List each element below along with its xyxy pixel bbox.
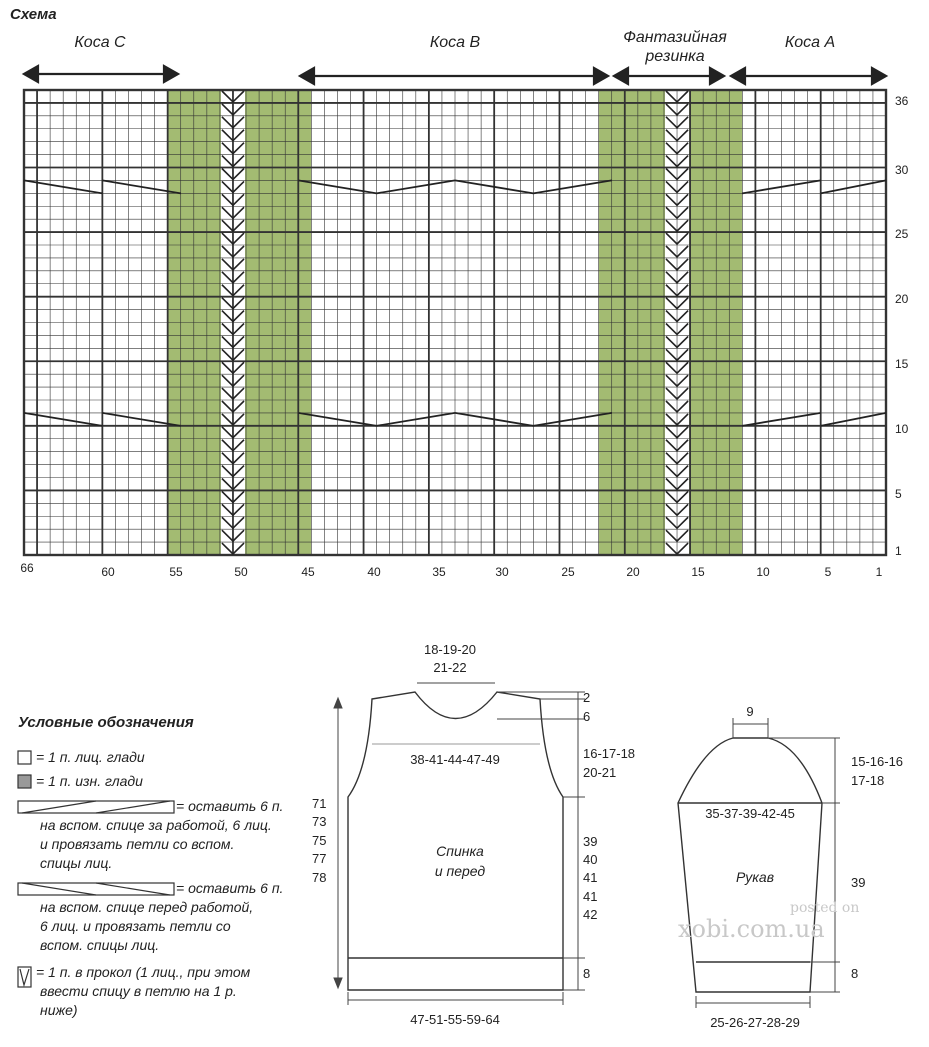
cable-cross [821, 413, 886, 426]
col-label-20: 20 [626, 565, 640, 579]
section-label-fantasy-rib: Фантазийная резинка [623, 29, 727, 65]
body-label-line-2: и перед [434, 863, 486, 879]
col-label-60: 60 [101, 565, 115, 579]
row-label-10: 10 [895, 422, 909, 436]
col-label-66: 66 [20, 561, 34, 575]
col-label-35: 35 [432, 565, 446, 579]
col-label-1: 1 [875, 565, 883, 579]
body-side-4: 41 [583, 889, 598, 904]
body-total-height-3: 75 [312, 833, 327, 848]
legend-cable-back-line-4: спицы лиц. [40, 855, 113, 871]
col-label-15: 15 [691, 565, 705, 579]
purl-symbol [18, 775, 31, 788]
row-label-5: 5 [895, 487, 902, 501]
section-label-kosa-c: Коса С [74, 34, 126, 51]
cable-cross [821, 180, 886, 193]
section-arrows [24, 66, 886, 84]
body-piece-outline [348, 692, 563, 990]
col-label-40: 40 [367, 565, 381, 579]
body-side-3: 41 [583, 870, 598, 885]
body-total-height-5: 78 [312, 870, 327, 885]
sleeve-rib-height: 8 [851, 966, 859, 981]
col-label-25: 25 [561, 565, 575, 579]
body-shoulder-drop: 2 [583, 690, 591, 705]
row-label-30: 30 [895, 163, 909, 177]
col-label-55: 55 [169, 565, 183, 579]
body-label-line-1: Спинка [436, 843, 484, 859]
sleeve-cap-top: 9 [746, 704, 754, 719]
legend-cable-back-line-3: и провязать петли со вспом. [40, 836, 235, 852]
chart-grid [24, 90, 886, 555]
cable-back-symbol [18, 801, 174, 813]
sleeve-cuff-width: 25-26-27-28-29 [710, 1015, 800, 1030]
body-hem-width: 47-51-55-59-64 [410, 1012, 500, 1027]
legend-tuck-line-3: ниже) [40, 1002, 78, 1018]
body-side-1: 39 [583, 834, 598, 849]
legend-tuck-line-2: ввести спицу в петлю на 1 р. [40, 983, 237, 999]
legend-cable-front-line-1: = оставить 6 п. [176, 880, 284, 896]
col-label-10: 10 [756, 565, 770, 579]
row-label-36: 36 [895, 94, 909, 108]
sleeve-cap-height-line-2: 17-18 [851, 773, 885, 788]
col-label-5: 5 [824, 565, 832, 579]
knit-symbol [18, 751, 31, 764]
body-rib-height: 8 [583, 966, 591, 981]
row-label-25: 25 [895, 227, 909, 241]
legend-cable-back-line-2: на вспом. спице за работой, 6 лиц. [40, 817, 272, 833]
row-label-1: 1 [895, 544, 902, 558]
watermark-line-1: posted on [790, 900, 860, 916]
legend-purl: = 1 п. изн. глади [36, 773, 143, 789]
sleeve-cap-height-line-1: 15-16-16 [851, 754, 904, 769]
body-total-height-2: 73 [312, 814, 327, 829]
col-label-45: 45 [301, 565, 315, 579]
sleeve-piece-outline [678, 738, 822, 992]
body-armhole-line-2: 20-21 [583, 765, 617, 780]
body-neck-width-line-1: 18-19-20 [423, 642, 477, 657]
body-total-height-1: 71 [312, 796, 327, 811]
row-label-15: 15 [895, 357, 909, 371]
legend-title: Условные обозначения [18, 714, 194, 731]
body-neck-depth: 6 [583, 709, 591, 724]
body-total-height-4: 77 [312, 851, 327, 866]
body-chest-width: 38-41-44-47-49 [410, 752, 500, 767]
sleeve-bicep-width: 35-37-39-42-45 [705, 806, 795, 821]
col-label-50: 50 [234, 565, 248, 579]
body-neck-width-line-2: 21-22 [433, 660, 467, 675]
sleeve-label: Рукав [735, 869, 775, 885]
watermark-line-2: xobi.com.ua [678, 915, 825, 943]
row-label-20: 20 [895, 292, 909, 306]
body-side-2: 40 [583, 852, 598, 867]
legend-cable-front-line-2: на вспом. спице перед работой, [40, 899, 254, 915]
legend-cable-front-line-3: 6 лиц. и провязать петли со [40, 918, 231, 934]
legend-cable-back-line-1: = оставить 6 п. [176, 798, 284, 814]
legend-tuck-line-1: = 1 п. в прокол (1 лиц., при этом [36, 964, 251, 980]
body-armhole-line-1: 16-17-18 [583, 746, 636, 761]
section-label-kosa-a: Коса А [784, 34, 836, 51]
legend-knit: = 1 п. лиц. глади [36, 749, 145, 765]
body-side-5: 42 [583, 907, 598, 922]
section-label-kosa-b: Коса В [429, 34, 481, 51]
tuck-symbol [18, 967, 31, 987]
chart-title: Схема [10, 6, 57, 23]
legend-cable-front-line-4: вспом. спицы лиц. [40, 937, 160, 953]
sleeve-length: 39 [851, 875, 866, 890]
col-label-30: 30 [495, 565, 509, 579]
cable-front-symbol [18, 883, 174, 895]
